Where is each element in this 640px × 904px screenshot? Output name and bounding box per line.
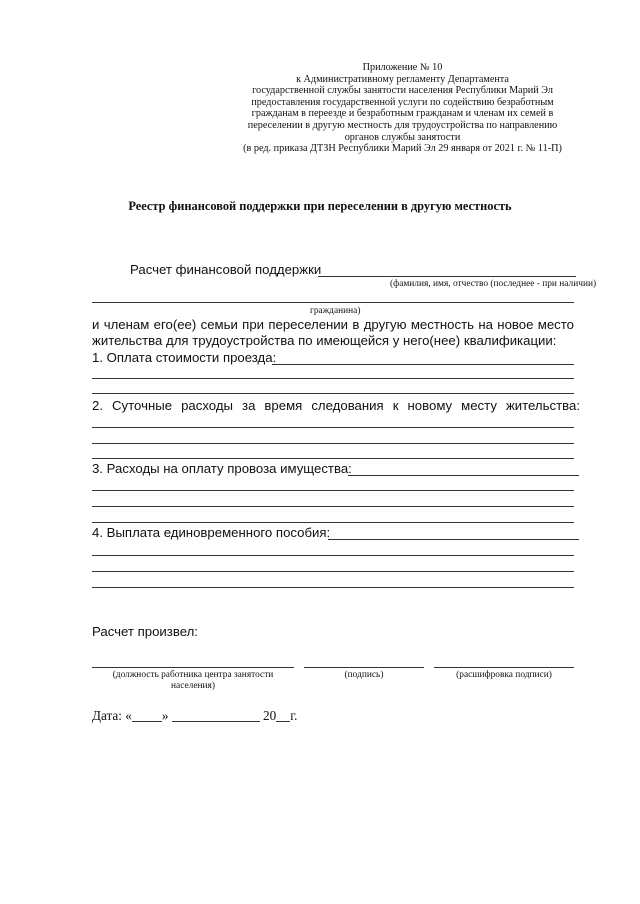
fio-line: [318, 276, 576, 277]
item-4-line: [328, 539, 579, 540]
calc-label: Расчет финансовой поддержки: [130, 262, 322, 277]
item-4-line: [92, 571, 574, 572]
document-title: Реестр финансовой поддержки при переселении в другую местность: [128, 199, 512, 213]
item-1-line: [272, 364, 574, 365]
appendix-header: [225, 62, 580, 155]
decode-caption: (расшифровка подписи): [456, 670, 552, 680]
item-1-line: [92, 393, 574, 394]
position-caption: [92, 670, 294, 692]
item-2-label: 2. Суточные расходы за время следования к новому месту жительства:: [92, 398, 580, 413]
date-mid: »: [161, 708, 169, 723]
item-1-label: 1. Оплата стоимости проезда:: [92, 350, 277, 365]
decode-line: [434, 667, 574, 668]
fio-line-2: [92, 302, 574, 303]
position-line: [92, 667, 294, 668]
position-caption-line: (должность работника центра занятости: [112, 670, 274, 680]
sign-caption: (подпись): [344, 670, 384, 680]
item-2-line: [92, 443, 574, 444]
made-by-label: Расчет произвел:: [92, 624, 198, 639]
header-line: (в ред. приказа ДТЗН Республики Марий Эл 29 января от 2021 г. № 11-П): [243, 143, 562, 155]
date-line: [92, 708, 297, 724]
date-month-blank: [172, 709, 260, 722]
header-line: предоставления государственной услуги по содействию безработным: [251, 96, 554, 108]
date-prefix: Дата: «: [92, 708, 132, 723]
fio-caption: (фамилия, имя, отчество (последнее - при наличии): [390, 279, 597, 289]
item-4-line: [92, 555, 574, 556]
paragraph-line-2: жительства для трудоустройства по имеющейся у него(нее) квалификации:: [92, 333, 557, 348]
item-3-line: [348, 475, 579, 476]
citizen-caption: гражданина): [310, 306, 361, 316]
sign-line: [304, 667, 424, 668]
header-line: Приложение № 10: [362, 62, 443, 73]
header-line: гражданам в переезде и безработным гражданам и членам их семей в: [251, 108, 554, 120]
item-3-line: [92, 490, 574, 491]
date-day-blank: [132, 709, 162, 722]
date-year-prefix: 20: [263, 708, 277, 723]
date-year-blank: [276, 709, 290, 722]
item-4-line: [92, 587, 574, 588]
position-caption-line: населения): [171, 681, 215, 691]
item-3-line: [92, 522, 574, 523]
item-2-line: [92, 458, 574, 459]
item-3-line: [92, 506, 574, 507]
item-3-label: 3. Расходы на оплату провоза имущества:: [92, 461, 352, 476]
header-line: органов службы занятости: [344, 131, 461, 143]
header-line: к Административному регламенту Департамента: [296, 73, 509, 85]
header-line: государственной службы занятости населения Республики Марий Эл: [252, 85, 553, 97]
item-2-line: [92, 427, 574, 428]
item-1-line: [92, 378, 574, 379]
date-year-suffix: г.: [290, 708, 298, 723]
paragraph-line-1: и членам его(ее) семьи при переселении в другую местность на новое место: [92, 317, 574, 332]
header-line: переселении в другую местность для трудоустройства по направлению: [247, 119, 558, 131]
item-4-label: 4. Выплата единовременного пособия:: [92, 525, 331, 540]
